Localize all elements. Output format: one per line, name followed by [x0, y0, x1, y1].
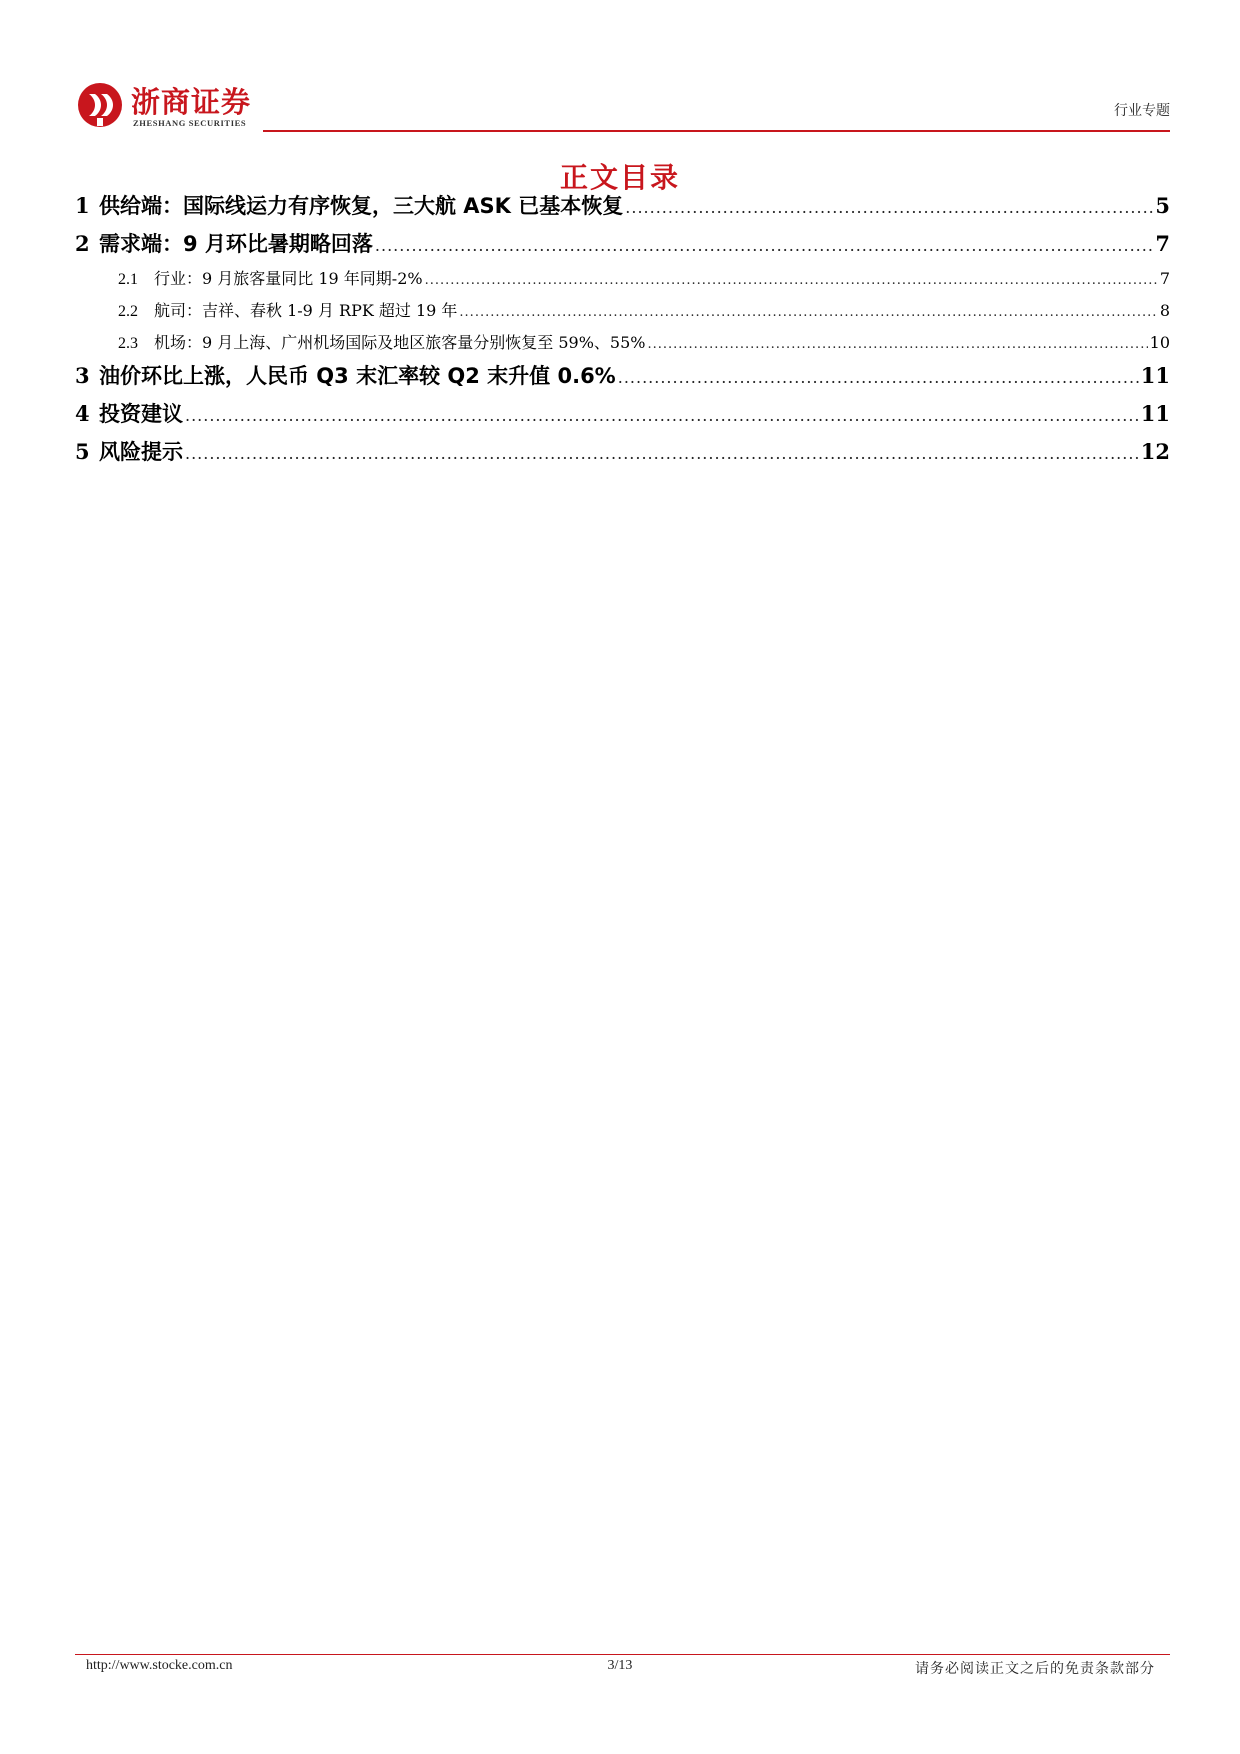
- dot-leader: [647, 337, 1147, 352]
- toc-entry-number: 2.3: [118, 335, 138, 352]
- toc-entry-2-3[interactable]: [75, 330, 1170, 353]
- toc-entry-number: 1: [75, 193, 90, 218]
- toc-entry-page: 7: [1155, 231, 1170, 256]
- toc-entry-text: 机场：9 月上海、广州机场国际及地区旅客量分别恢复至 59%、55%: [154, 333, 646, 352]
- toc-entry-page: 10: [1149, 333, 1170, 352]
- footer-divider: [75, 1654, 1170, 1655]
- dot-leader: [185, 444, 1139, 463]
- toc-entry-3[interactable]: [75, 360, 1170, 390]
- zheshang-logo-icon: [75, 82, 125, 128]
- toc-entry-number: 2.1: [118, 271, 138, 288]
- toc-entry-text: 需求端：9 月环比暑期略回落: [99, 232, 373, 256]
- footer-url-link[interactable]: http://www.stocke.com.cn: [86, 1658, 233, 1673]
- dot-leader: [459, 305, 1157, 320]
- toc-entry-page: 11: [1140, 363, 1170, 388]
- dot-leader: [185, 406, 1139, 425]
- toc-entry-page: 7: [1159, 269, 1170, 288]
- toc-entry-2[interactable]: [75, 228, 1170, 258]
- toc-entry-number: 4: [75, 401, 90, 426]
- dot-leader: [625, 198, 1153, 217]
- toc-entry-page: 11: [1140, 401, 1170, 426]
- dot-leader: [425, 273, 1158, 288]
- toc-entry-text: 供给端：国际线运力有序恢复，三大航 ASK 已基本恢复: [99, 194, 624, 218]
- toc-entry-5[interactable]: [75, 436, 1170, 466]
- toc-entry-text: 油价环比上涨，人民币 Q3 末汇率较 Q2 末升值 0.6%: [99, 364, 616, 388]
- page-number: 3/13: [607, 1658, 633, 1673]
- logo-text-en: ZHESHANG SECURITIES: [133, 118, 247, 128]
- toc-entry-number: 5: [75, 439, 90, 464]
- toc-entry-4[interactable]: [75, 398, 1170, 428]
- disclaimer-note: 请务必阅读正文之后的免责条款部分: [915, 1661, 1155, 1677]
- dot-leader: [375, 236, 1153, 255]
- report-category: 行业专题: [1114, 103, 1170, 119]
- toc-entry-2-1[interactable]: [75, 266, 1170, 289]
- toc-entry-2-2[interactable]: [75, 298, 1170, 321]
- toc-entry-text: 行业：9 月旅客量同比 19 年同期-2%: [154, 269, 423, 288]
- toc-entry-text: 投资建议: [99, 402, 183, 426]
- toc-entry-number: 3: [75, 363, 90, 388]
- toc-entry-text: 航司：吉祥、春秋 1-9 月 RPK 超过 19 年: [154, 301, 458, 320]
- toc-title: 正文目录: [559, 161, 680, 194]
- toc-entry-number: 2.2: [118, 303, 138, 320]
- toc-entry-page: 8: [1159, 301, 1170, 320]
- dot-leader: [618, 368, 1139, 387]
- toc-entry-text: 风险提示: [99, 440, 183, 464]
- toc-entry-1[interactable]: [75, 190, 1170, 220]
- page-header: [75, 78, 1170, 134]
- toc-entry-page: 12: [1140, 439, 1170, 464]
- logo-text-cn: 浙商证券: [131, 85, 252, 119]
- toc-entry-page: 5: [1155, 193, 1170, 218]
- header-divider: [263, 130, 1170, 132]
- toc-entry-number: 2: [75, 231, 90, 256]
